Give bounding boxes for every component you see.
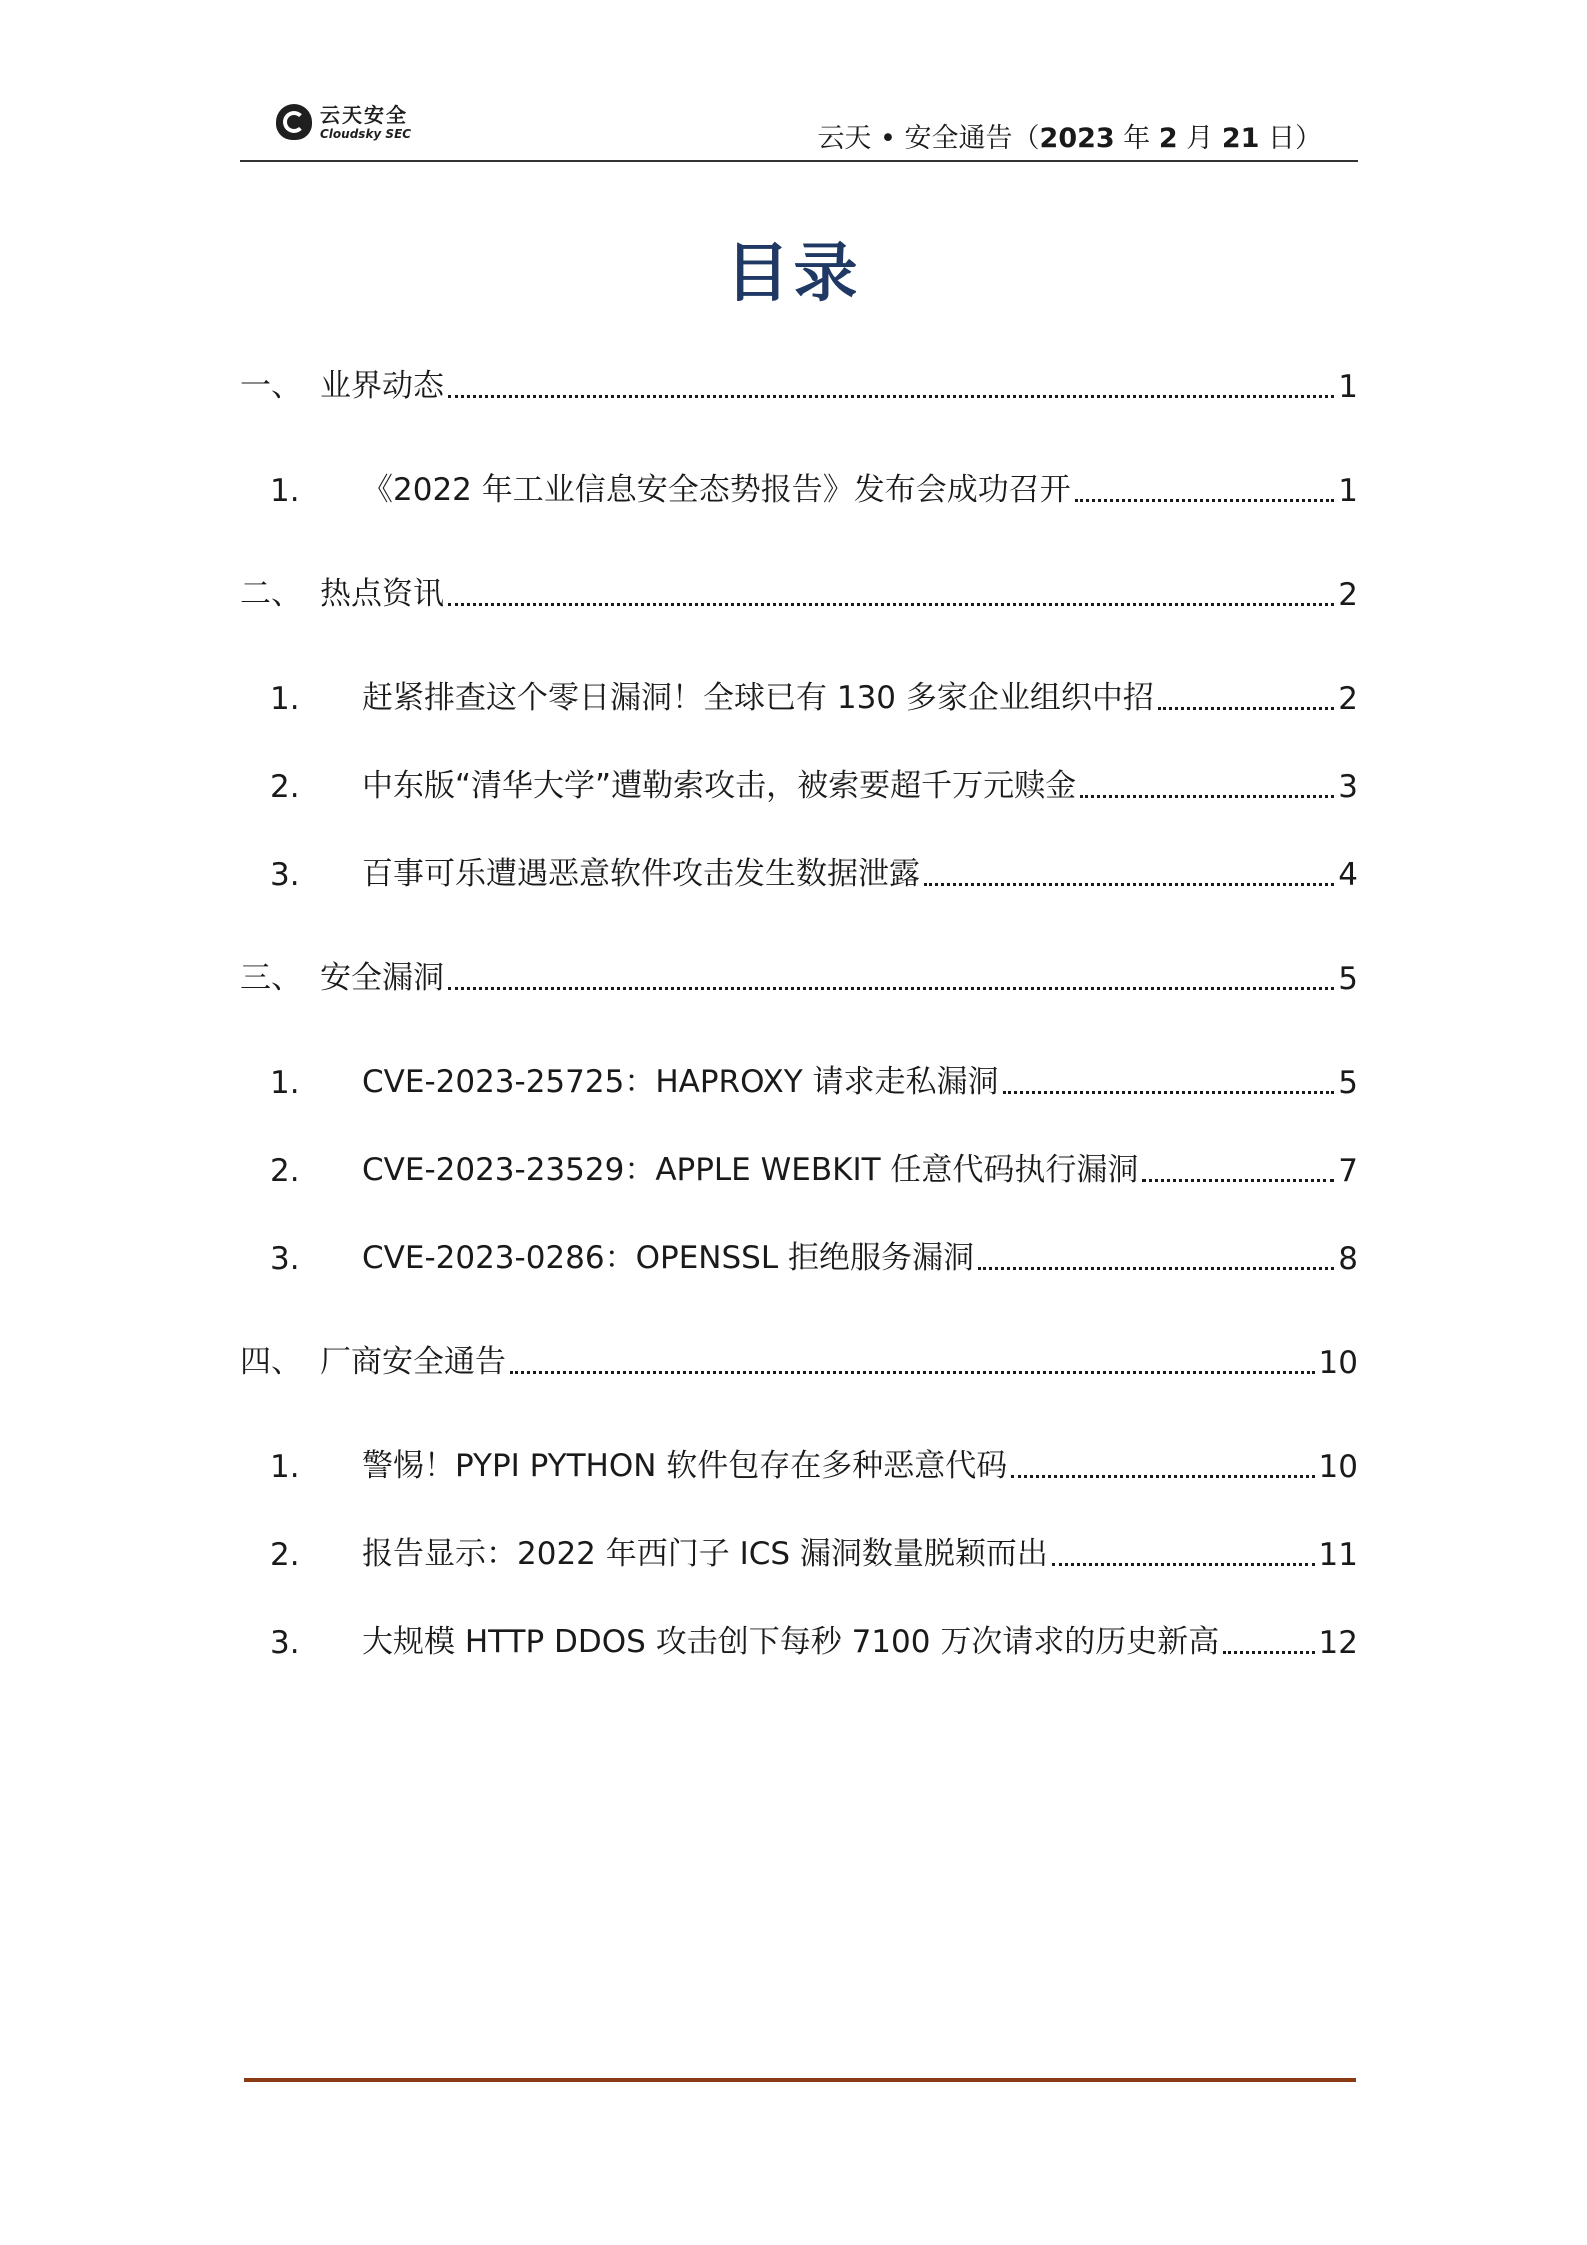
toc-entry-page-number: 4 — [1338, 857, 1358, 893]
toc-dot-leader — [1052, 1563, 1315, 1566]
toc-entry-label: 百事可乐遭遇恶意软件攻击发生数据泄露 — [362, 856, 920, 892]
toc-dot-leader — [1142, 1179, 1334, 1182]
toc-subsection-entry[interactable] — [240, 843, 1358, 893]
bulletin-title-prefix: 云天 • 安全通告（ — [817, 123, 1040, 154]
toc-section-entry[interactable] — [240, 1331, 1358, 1381]
toc-entry-page-number: 1 — [1338, 473, 1358, 509]
toc-dot-leader — [510, 1371, 1315, 1374]
logo-chinese-name: 云天安全 — [320, 102, 408, 127]
toc-entry-page-number: 12 — [1318, 1625, 1358, 1661]
toc-dot-leader — [1223, 1651, 1314, 1654]
toc-entry-page-number: 5 — [1338, 961, 1358, 997]
toc-entry-number: 一、 — [240, 368, 302, 404]
toc-subsection-entry[interactable] — [240, 1051, 1358, 1101]
toc-entry-label: 热点资讯 — [320, 576, 444, 612]
toc-entry-label: CVE-2023-23529：APPLE WEBKIT 任意代码执行漏洞 — [362, 1152, 1139, 1188]
toc-entry-label: CVE-2023-25725：HAPROXY 请求走私漏洞 — [362, 1064, 999, 1100]
toc-entry-label: 安全漏洞 — [320, 960, 444, 996]
bulletin-title-suffix: 日） — [1259, 123, 1322, 154]
toc-entry-page-number: 10 — [1318, 1449, 1358, 1485]
toc-subsection-entry[interactable] — [240, 1139, 1358, 1189]
footer-rule — [244, 2078, 1356, 2082]
toc-subsection-entry[interactable] — [240, 667, 1358, 717]
toc-entry-page-number: 5 — [1338, 1065, 1358, 1101]
toc-dot-leader — [448, 987, 1334, 990]
bulletin-year: 2023 — [1039, 123, 1115, 154]
toc-entry-label: 警惕！PYPI PYTHON 软件包存在多种恶意代码 — [362, 1448, 1008, 1484]
toc-entry-page-number: 10 — [1318, 1345, 1358, 1381]
toc-heading: 目录 — [725, 237, 862, 311]
toc-entry-page-number: 7 — [1338, 1153, 1358, 1189]
toc-entry-page-number: 3 — [1338, 769, 1358, 805]
toc-entry-page-number: 2 — [1338, 577, 1358, 613]
toc-entry-number: 3. — [270, 1241, 300, 1277]
toc-entry-number: 三、 — [240, 960, 302, 996]
toc-dot-leader — [924, 883, 1334, 886]
toc-entry-label: 报告显示：2022 年西门子 ICS 漏洞数量脱颖而出 — [362, 1536, 1048, 1572]
toc-entry-label: 《2022 年工业信息安全态势报告》发布会成功召开 — [362, 472, 1071, 508]
toc-section-entry[interactable] — [240, 563, 1358, 613]
toc-entry-label: 厂商安全通告 — [320, 1344, 506, 1380]
toc-subsection-entry[interactable] — [240, 459, 1358, 509]
toc-entry-page-number: 1 — [1338, 369, 1358, 405]
toc-subsection-entry[interactable] — [240, 1611, 1358, 1661]
toc-entry-page-number: 8 — [1338, 1241, 1358, 1277]
bulletin-day: 21 — [1221, 123, 1260, 154]
toc-dot-leader — [1080, 795, 1334, 798]
toc-subsection-entry[interactable] — [240, 1435, 1358, 1485]
toc-entry-page-number: 11 — [1318, 1537, 1358, 1573]
bulletin-title-mid1: 年 — [1114, 123, 1159, 154]
toc-entry-label: 大规模 HTTP DDOS 攻击创下每秒 7100 万次请求的历史新高 — [362, 1624, 1220, 1660]
company-logo — [276, 100, 411, 144]
toc-dot-leader — [448, 395, 1334, 398]
cloudsky-logo-icon — [276, 104, 312, 140]
toc-entry-number: 四、 — [240, 1344, 302, 1380]
toc-entry-label: 赶紧排查这个零日漏洞！全球已有 130 多家企业组织中招 — [362, 680, 1154, 716]
toc-entry-number: 二、 — [240, 576, 302, 612]
toc-section-entry[interactable] — [240, 947, 1358, 997]
logo-text — [320, 102, 412, 141]
toc-entry-number: 3. — [270, 857, 300, 893]
page-header — [240, 96, 1358, 162]
toc-dot-leader — [1158, 707, 1334, 710]
toc-entry-number: 3. — [270, 1625, 300, 1661]
toc-entry-label: 中东版“清华大学”遭勒索攻击，被索要超千万元赎金 — [362, 768, 1077, 804]
toc-entry-label: 业界动态 — [320, 368, 444, 404]
toc-dot-leader — [1075, 499, 1335, 502]
toc-dot-leader — [978, 1267, 1334, 1270]
toc-entry-label: CVE-2023-0286：OPENSSL 拒绝服务漏洞 — [362, 1240, 974, 1276]
bulletin-month: 2 — [1158, 123, 1178, 154]
toc-entry-number: 1. — [270, 473, 300, 509]
toc-subsection-entry[interactable] — [240, 1227, 1358, 1277]
bulletin-title-mid2: 月 — [1177, 123, 1222, 154]
toc-entry-number: 1. — [270, 681, 300, 717]
toc-subsection-entry[interactable] — [240, 1523, 1358, 1573]
toc-dot-leader — [1011, 1475, 1314, 1478]
toc-entry-page-number: 2 — [1338, 681, 1358, 717]
toc-entry-number: 1. — [270, 1065, 300, 1101]
toc-dot-leader — [1003, 1091, 1335, 1094]
toc-entry-number: 1. — [270, 1449, 300, 1485]
toc-subsection-entry[interactable] — [240, 755, 1358, 805]
toc-entry-number: 2. — [270, 1537, 300, 1573]
logo-english-name: Cloudsky SEC — [320, 126, 412, 141]
toc-entry-number: 2. — [270, 1153, 300, 1189]
toc-dot-leader — [448, 603, 1334, 606]
toc-section-entry[interactable] — [240, 355, 1358, 405]
toc-entry-number: 2. — [270, 769, 300, 805]
bulletin-title — [817, 116, 1322, 155]
